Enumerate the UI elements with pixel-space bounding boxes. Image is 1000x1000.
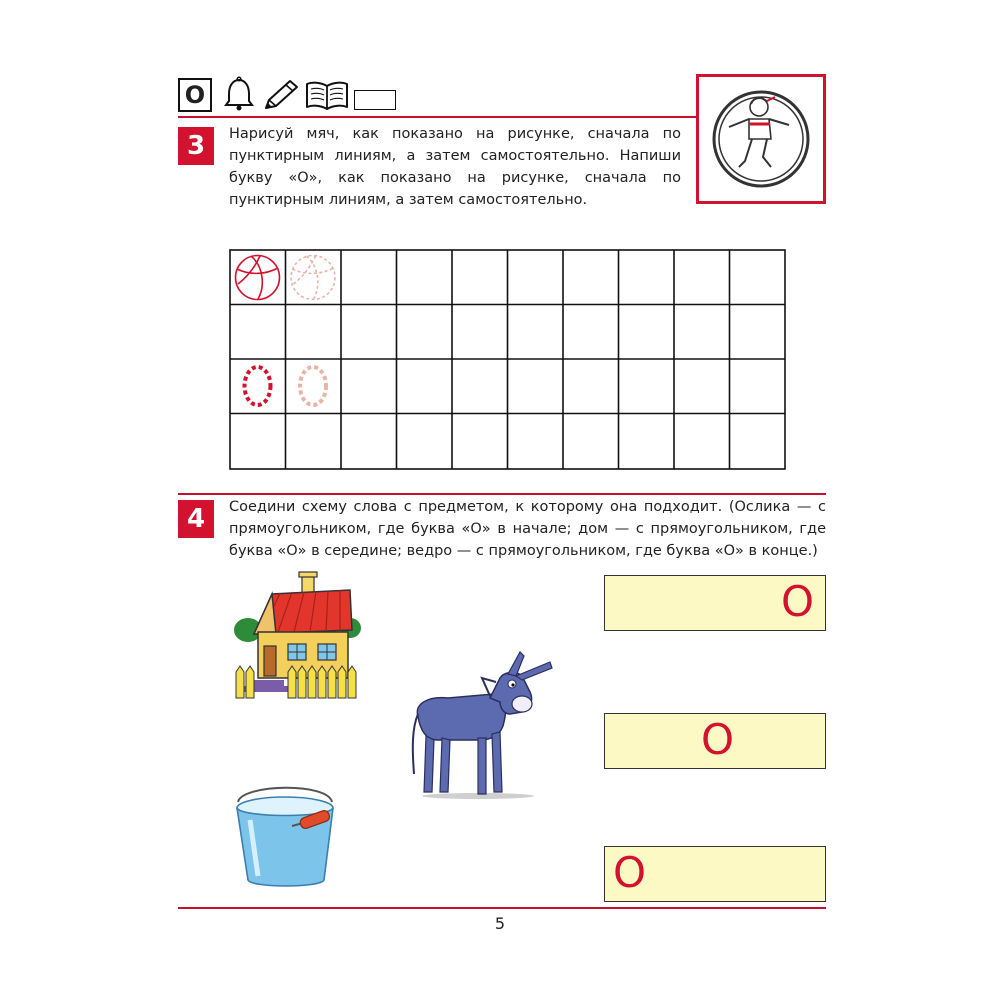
gymnast-picture-frame: [696, 74, 826, 204]
task-4-number: 4: [178, 500, 214, 538]
pencil-icon: [262, 78, 300, 112]
practice-grid: [229, 249, 787, 471]
word-scheme-o-middle[interactable]: [604, 713, 826, 769]
task-3-text: Нарисуй мяч, как показано на рисунке, сначала по пунктирным линиям, а затем самостоятельно. Напиши букву «О», как показано на рисунке, сначала по пунктирным линиям, а затем самостоятельно.: [229, 126, 681, 208]
scheme-letter-start: О: [613, 848, 647, 897]
task-4-rule: [178, 493, 826, 495]
scheme-letter-end: О: [781, 577, 815, 626]
page-number: 5: [494, 914, 506, 933]
donkey-picture[interactable]: [404, 648, 560, 800]
house-picture[interactable]: [232, 568, 362, 702]
word-scheme-o-start[interactable]: [604, 846, 826, 902]
footer-rule: [178, 907, 826, 909]
gymnast-with-hoop-illustration: [699, 77, 823, 201]
scheme-letter-middle: О: [701, 715, 735, 764]
letter-o-dashed-pale: [300, 367, 326, 405]
letter-box: О: [178, 78, 212, 112]
ball-dashed-trace: [291, 256, 335, 300]
header-rule: [178, 116, 696, 118]
empty-answer-box: [354, 90, 396, 110]
task-4-text: Соедини схему слова с предметом, к которому она подходит. (Ослика — с прямоугольником, где буква «О» в начале; дом — с прямоугольником, где буква «О» в середине; ведро — с прямоугольником, где буква «О» в конце.): [229, 499, 826, 559]
bell-icon: [222, 76, 256, 112]
bucket-picture[interactable]: [232, 780, 340, 892]
ball-sample: [236, 256, 280, 300]
word-scheme-o-end[interactable]: [604, 575, 826, 631]
book-icon: [304, 80, 350, 112]
letter-o-dashed-red: [245, 367, 271, 405]
task-3-number: 3: [178, 127, 214, 165]
